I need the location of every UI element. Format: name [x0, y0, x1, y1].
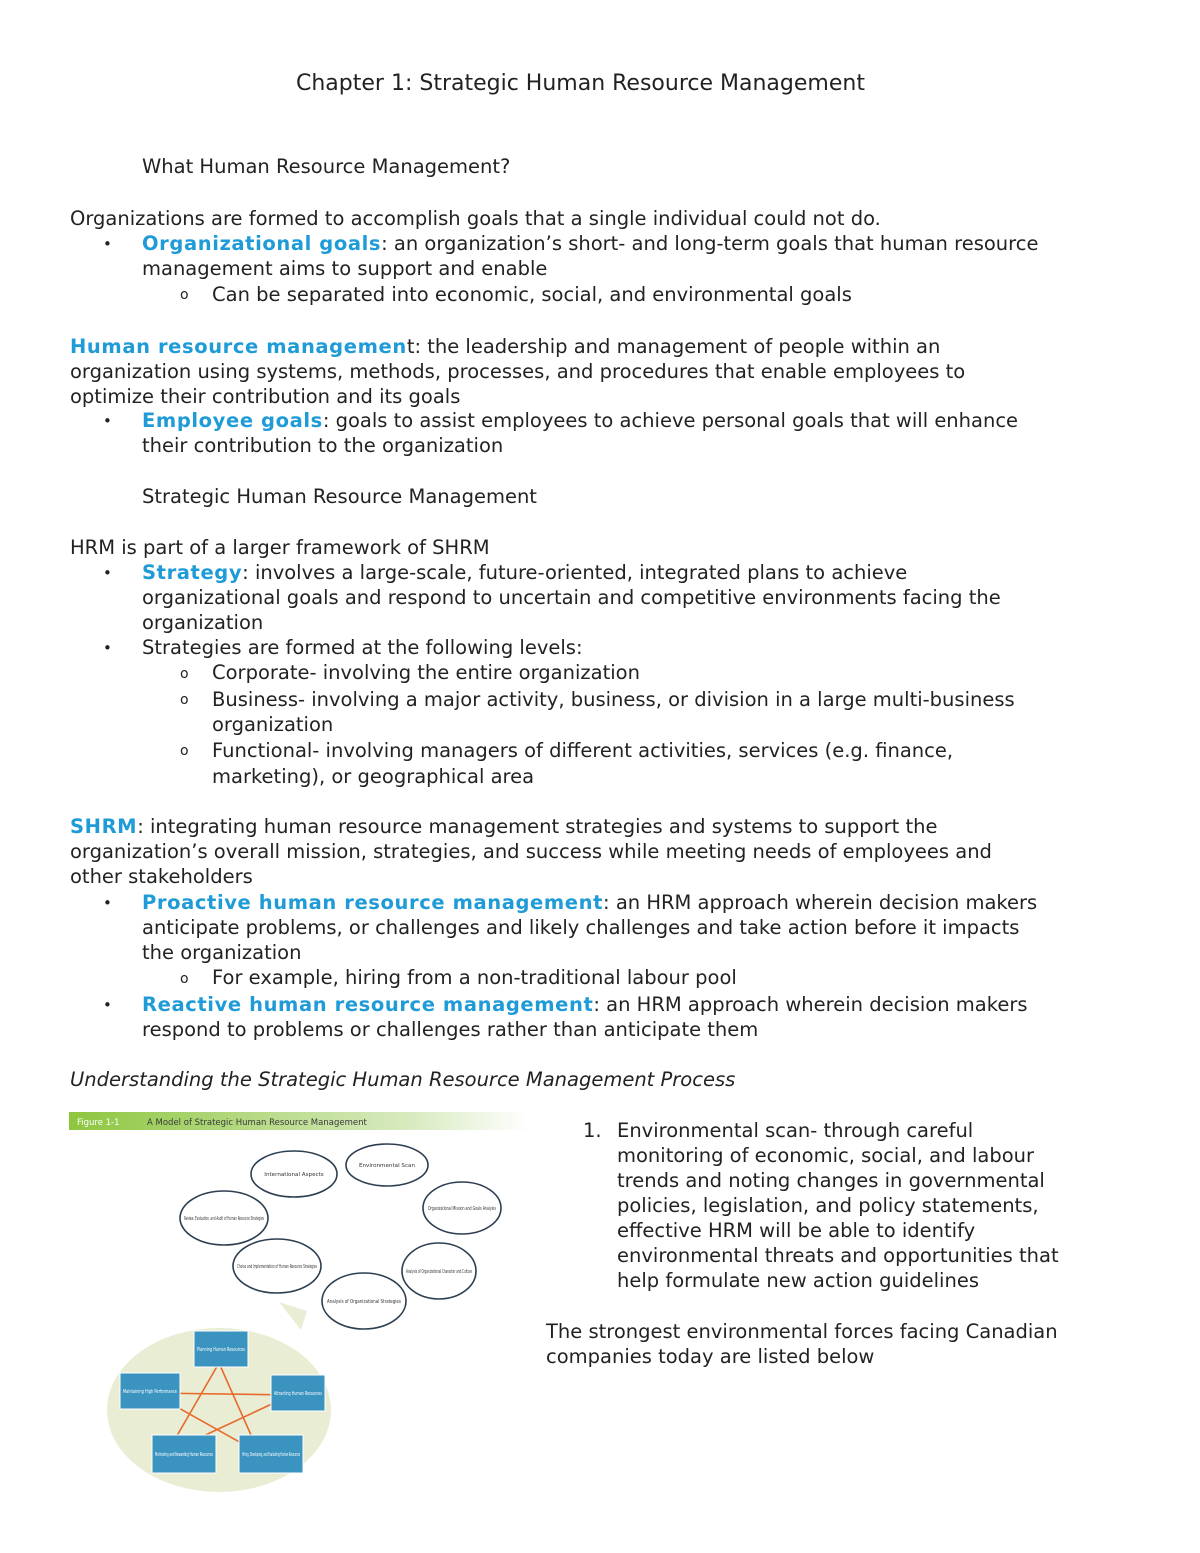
org-goals-line1 [142, 231, 1038, 256]
bullet-marker: • [103, 564, 112, 582]
section-heading-shrm: Strategic Human Resource Management [142, 485, 537, 508]
level-business-line2: organization [212, 713, 334, 736]
bubble-strategies-label: Analysis of Organizational Strategies [327, 1299, 402, 1305]
shrm-def-line2: organization’s overall mission, strategies, and success while meeting needs of employees and [70, 840, 992, 863]
numbered-line-1: Environmental scan- through careful [617, 1119, 974, 1142]
bullet-marker: • [103, 894, 112, 912]
term-reactive-hrm: Reactive human resource management [142, 993, 594, 1016]
shrm-model-figure [69, 1108, 529, 1498]
emp-goals-line2: their contribution to the organization [142, 434, 504, 457]
levels-intro: Strategies are formed at the following levels: [142, 636, 583, 659]
process-heading: Understanding the Strategic Human Resource Management Process [70, 1068, 736, 1091]
reactive-line2: respond to problems or challenges rather than anticipate them [142, 1018, 759, 1041]
closing-line1: The strongest environmental forces facing Canadian [546, 1320, 1058, 1343]
bullet-marker: • [103, 996, 112, 1014]
hrm-def-line2: organization using systems, methods, processes, and procedures that enable employees to [70, 360, 966, 383]
figure-label: Figure 1-1 [77, 1118, 120, 1128]
sub-bullet-marker: o [180, 743, 189, 759]
term-strategy: Strategy [142, 561, 243, 584]
box-motivating-label: Motivating and Rewarding Human Resources [155, 1453, 263, 1458]
reactive-def: : an HRM approach wherein decision makers [593, 993, 1028, 1016]
hrm-def-line3: optimize their contribution and its goals [70, 385, 461, 408]
proactive-def: : an HRM approach wherein decision makers [603, 891, 1038, 914]
bubble-choice-label: Choice and Implementation of Human Resource Strategies [237, 1264, 318, 1270]
bubble-env-scan-label: Environmental Scan [358, 1163, 416, 1169]
shrm-def-tail: : integrating human resource management strategies and systems to support the [137, 815, 938, 838]
bullet-marker: • [103, 235, 112, 253]
hrm-def-tail: t: the leadership and management of people within an [406, 335, 941, 358]
sub-bullet-marker: o [180, 692, 189, 708]
reactive-line1 [142, 992, 1028, 1017]
ellipse-pointer [279, 1302, 307, 1330]
numbered-marker: 1. [583, 1119, 602, 1142]
numbered-line-3: trends and noting changes in governmental [617, 1169, 1045, 1192]
term-hrm: Human resource managemen [70, 335, 407, 358]
strategy-line2: organizational goals and respond to uncertain and competitive environments facing the [142, 586, 1001, 609]
intro-paragraph: Organizations are formed to accomplish goals that a single individual could not do. [70, 207, 881, 230]
sub-bullet-marker: o [180, 971, 189, 987]
box-maintaining-label: Maintaining High Performance [123, 1390, 196, 1395]
numbered-line-6: environmental threats and opportunities that [617, 1244, 1059, 1267]
bullet-marker: • [103, 412, 112, 430]
level-corporate: Corporate- involving the entire organization [212, 661, 640, 684]
box-hiring-label [242, 1452, 300, 1458]
emp-goals-line1 [142, 408, 1018, 433]
proactive-line2: anticipate problems, or challenges and likely challenges and take action before it impacts [142, 916, 1020, 939]
page-title: Chapter 1: Strategic Human Resource Management [296, 71, 865, 96]
numbered-line-7: help formulate new action guidelines [617, 1269, 979, 1292]
level-functional-line2: marketing), or geographical area [212, 765, 535, 788]
term-shrm: SHRM [70, 815, 138, 838]
numbered-line-5: effective HRM will be able to identify [617, 1219, 976, 1242]
section-heading-hrm: What Human Resource Management? [142, 155, 511, 178]
org-goals-line2: management aims to support and enable [142, 257, 548, 280]
level-functional-line1: Functional- involving managers of different activities, services (e.g. finance, [212, 739, 954, 762]
bubble-review-label: Review, Evaluation, and Audit of Human Resource Strategies [184, 1216, 265, 1222]
figure-caption: A Model of Strategic Human Resource Management [147, 1118, 367, 1128]
shrm-def-line1 [70, 814, 937, 839]
level-business-line1: Business- involving a major activity, business, or division in a large multi-business [212, 688, 1015, 711]
shrm-intro: HRM is part of a larger framework of SHRM [70, 536, 490, 559]
term-employee-goals: Employee goals [142, 409, 323, 432]
bubble-international-label: International Aspects [264, 1172, 324, 1178]
sub-bullet-marker: o [180, 287, 189, 303]
bubble-mission-label: Organizational Mission and Goals Analysis [428, 1206, 497, 1212]
proactive-line1 [142, 890, 1037, 915]
term-proactive-hrm: Proactive human resource management [142, 891, 604, 914]
bullet-marker: • [103, 639, 112, 657]
term-organizational-goals: Organizational goals [142, 232, 382, 255]
emp-goals-def: : goals to assist employees to achieve personal goals that will enhance [322, 409, 1019, 432]
org-goals-def: : an organization’s short- and long-term goals that human resource [381, 232, 1039, 255]
shrm-def-line3: other stakeholders [70, 865, 253, 888]
proactive-line3: the organization [142, 941, 302, 964]
numbered-line-4: policies, legislation, and policy statements, [617, 1194, 1039, 1217]
sub-bullet-marker: o [180, 666, 189, 682]
bubble-character-label: Analysis of Organizational Character and Culture [406, 1269, 472, 1275]
box-planning-label: Planning Human Resources [197, 1348, 263, 1353]
proactive-sub: For example, hiring from a non-traditional labour pool [212, 966, 737, 989]
strategy-line3: organization [142, 611, 264, 634]
numbered-line-2: monitoring of economic, social, and labour [617, 1144, 1035, 1167]
box-attracting-label: Attracting Human Resources [274, 1392, 343, 1397]
closing-line2: companies today are listed below [546, 1345, 875, 1368]
org-goals-sub: Can be separated into economic, social, and environmental goals [212, 283, 852, 306]
strategy-line1 [142, 560, 907, 585]
hrm-def-line1 [70, 334, 940, 359]
strategy-def: : involves a large-scale, future-oriented, integrated plans to achieve [242, 561, 908, 584]
